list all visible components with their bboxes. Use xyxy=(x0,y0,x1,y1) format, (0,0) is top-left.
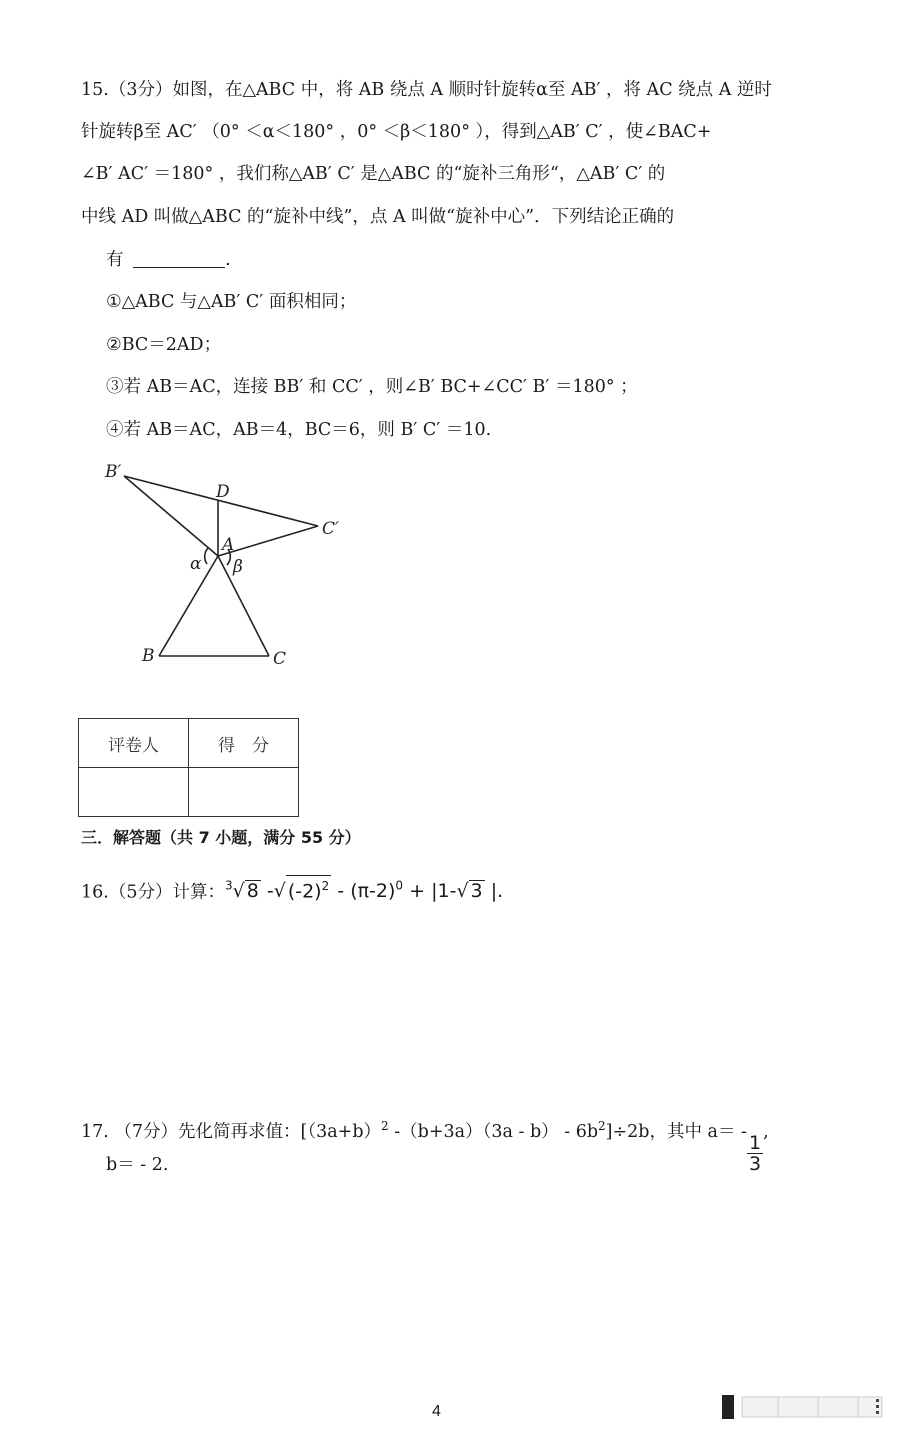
page-number: 4 xyxy=(432,1403,441,1420)
answer-blank[interactable] xyxy=(133,267,225,268)
q15-line-1: 15.（3分）如图，在△ABC 中，将 AB 绕点 A 顺时针旋转α至 AB′ ，将 AC 绕点 A 逆时 xyxy=(81,80,772,100)
score-header: 得 分 xyxy=(189,719,299,768)
cube-root-index: 3 xyxy=(224,879,233,893)
minus-sign: - xyxy=(266,880,274,903)
q15-line-4: 中线 AD 叫做△ABC 的“旋补中线”，点 A 叫做“旋补中心”．下列结论正确的 xyxy=(81,207,675,227)
pi-exponent: 0 xyxy=(395,879,404,893)
q16-prefix: 16.（5分）计算： xyxy=(81,882,225,903)
sqrt-exponent: 2 xyxy=(321,879,330,893)
q17-text-4: , xyxy=(763,1121,769,1142)
q17-line-1 xyxy=(81,1114,769,1174)
q17-line-2: b＝ - 2. xyxy=(106,1155,169,1175)
minus-sign-2: - xyxy=(337,880,345,903)
menu-dot-icon[interactable] xyxy=(876,1411,879,1414)
label-c-prime: C′ xyxy=(322,519,339,539)
q15-line-3: ∠B′ AC′ ＝180° ，我们称△AB′ C′ 是△ABC 的“旋补三角形“，△AB′ C′ 的 xyxy=(81,164,666,184)
q17-exponent-1: 2 xyxy=(381,1119,389,1133)
label-a: A xyxy=(222,535,235,555)
q15-line-2: 针旋转β至 AC′ （0° ＜α＜180° ，0° ＜β＜180° ），得到△AB′ C′ ，使∠BAC+ xyxy=(81,122,712,142)
q15-option-3: ③若 AB＝AC，连接 BB′ 和 CC′ ，则∠B′ BC+∠CC′ B′ ＝180° ； xyxy=(106,377,638,397)
score-cell[interactable] xyxy=(189,768,299,817)
grader-cell[interactable] xyxy=(79,768,189,817)
label-alpha: α xyxy=(190,554,202,574)
q16-expression: $^3$√ 8 -√ $(-2)^2 - (\pi-2)^0 + |1-√$ 3 |. xyxy=(225,880,503,902)
label-b-prime: B′ xyxy=(105,462,122,482)
q17-text-2: -（b+3a）（3a - b） - 6b xyxy=(388,1121,599,1142)
fraction xyxy=(747,1133,763,1174)
q15-answer-prefix: 有 xyxy=(106,250,124,270)
q16-line xyxy=(81,874,503,904)
q15-option-2: ②BC＝2AD； xyxy=(106,335,222,355)
q17-text-1: 17. （7分）先化简再求值：[（3a+b） xyxy=(81,1121,382,1142)
segment-ab xyxy=(159,556,218,656)
menu-dot-icon[interactable] xyxy=(876,1399,879,1402)
score-table xyxy=(78,718,299,817)
fraction-numerator: 1 xyxy=(748,1131,762,1154)
label-beta: β xyxy=(233,557,243,577)
label-c: C xyxy=(273,649,287,669)
geometry-figure xyxy=(96,452,366,677)
abs-radicand: 3 xyxy=(470,880,483,903)
q15-option-4: ④若 AB＝AC，AB＝4，BC＝6，则 B′ C′ ＝10. xyxy=(106,420,492,440)
q17-text-3: ]÷2b，其中 a＝ - xyxy=(605,1121,747,1142)
angle-alpha-arc xyxy=(205,548,208,564)
q15-line-5 xyxy=(106,248,231,272)
cube-root-radicand: 8 xyxy=(246,880,259,903)
grader-header: 评卷人 xyxy=(79,719,189,768)
q15-answer-suffix: . xyxy=(225,250,231,270)
q17-exponent-2: 2 xyxy=(598,1119,606,1133)
label-b: B xyxy=(142,646,155,666)
pi-term: (π-2) xyxy=(350,880,396,903)
plus-sign: + xyxy=(409,880,426,903)
fraction-denominator: 3 xyxy=(748,1152,762,1175)
q15-option-1: ①△ABC 与△AB′ C′ 面积相同； xyxy=(106,292,357,312)
sqrt-base: (-2) xyxy=(287,880,322,903)
toolbar-block-icon[interactable] xyxy=(722,1395,734,1419)
sqrt-radicand xyxy=(286,875,331,901)
segment-ac xyxy=(218,556,269,656)
page-toolbar xyxy=(718,1392,890,1422)
abs-open: |1- xyxy=(431,880,457,903)
abs-close: |. xyxy=(490,880,504,903)
menu-dot-icon[interactable] xyxy=(876,1405,879,1408)
section-title: 三．解答题（共 7 小题，满分 55 分） xyxy=(81,828,361,847)
label-d: D xyxy=(216,482,230,502)
toolbar-strip xyxy=(742,1397,882,1417)
